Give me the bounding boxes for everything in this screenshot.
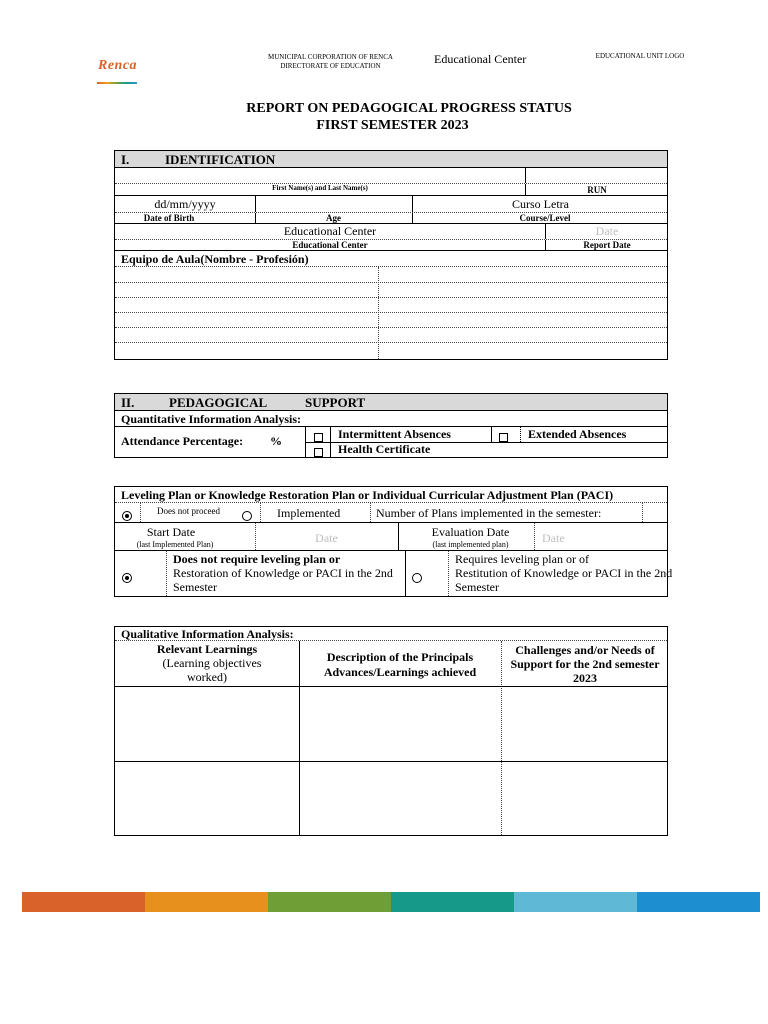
logo-text: Renca xyxy=(98,58,138,73)
team-member-row[interactable] xyxy=(115,283,667,298)
report-date-field[interactable]: Date xyxy=(595,224,619,238)
center-caption: Educational Center xyxy=(292,240,368,250)
leveling-status-row xyxy=(115,503,667,523)
health-certificate-checkbox[interactable] xyxy=(314,443,323,461)
leveling-requirement-row xyxy=(115,551,673,596)
name-caption: First Name(s) and Last Name(s) xyxy=(272,184,368,192)
run-caption: RUN xyxy=(587,185,607,195)
start-date-field[interactable]: Date xyxy=(315,531,338,545)
health-certificate-label: Health Certificate xyxy=(338,442,431,456)
evaluation-date-label: Evaluation Date xyxy=(431,525,510,539)
num-plans-label: Number of Plans implemented in the semester: xyxy=(376,506,602,520)
team-header-row xyxy=(115,251,667,267)
extended-absences-label: Extended Absences xyxy=(528,427,627,441)
quantitative-row xyxy=(115,411,667,427)
municipality-line1: MUNICIPAL CORPORATION OF RENCA xyxy=(268,53,393,61)
age-caption: Age xyxy=(326,213,341,223)
relevant-learnings-header: Relevant Learnings (Learning objectives worked) xyxy=(156,642,262,684)
health-row xyxy=(305,442,667,457)
num-plans-field[interactable] xyxy=(643,503,667,522)
identification-table xyxy=(114,150,668,360)
course-caption: Course/Level xyxy=(519,213,571,223)
attendance-label: Attendance Percentage: xyxy=(121,434,244,448)
leveling-header xyxy=(115,487,667,503)
qualitative-heading: Qualitative Information Analysis: xyxy=(121,627,294,641)
municipality-header xyxy=(258,53,403,71)
leveling-plan-table xyxy=(114,486,673,597)
team-member-row[interactable] xyxy=(115,267,667,283)
evaluation-date-field[interactable]: Date xyxy=(542,531,565,545)
does-not-proceed-label: Does not proceed xyxy=(157,506,220,516)
dob-caption-row xyxy=(115,213,667,224)
band-segment xyxy=(22,892,145,912)
challenges-header: Challenges and/or Needs of Support for the 2nd semester 2023 xyxy=(510,643,660,685)
section-heading-b: SUPPORT xyxy=(305,395,366,410)
absences-row xyxy=(305,427,667,443)
footer-color-band xyxy=(22,892,760,912)
center-date-row xyxy=(115,224,667,240)
team-grid xyxy=(115,267,667,359)
logo-underline xyxy=(97,82,137,84)
advances-header: Description of the Principals Advances/Learnings achieved xyxy=(323,650,477,679)
evaluation-date-sublabel: (last implemented plan) xyxy=(432,540,509,549)
band-segment xyxy=(391,892,514,912)
report-subtitle: FIRST SEMESTER 2023 xyxy=(316,118,469,133)
qualitative-header xyxy=(115,627,667,641)
report-date-caption: Report Date xyxy=(583,240,631,250)
age-field[interactable] xyxy=(255,196,412,212)
support-header xyxy=(115,394,667,411)
not-require-text: Does not require leveling plan or Restoration of Knowledge or PACI in the 2nd Semester xyxy=(173,552,393,594)
center-caption-row xyxy=(115,240,667,251)
band-segment xyxy=(268,892,391,912)
identification-header xyxy=(115,151,667,168)
start-date-sublabel: (last Implemented Plan) xyxy=(136,540,214,549)
educational-unit-logo-label: EDUCATIONAL UNIT LOGO xyxy=(595,52,685,60)
attendance-percent-field[interactable]: % xyxy=(270,434,282,448)
name-caption-row xyxy=(115,184,667,196)
section-heading-a: PEDAGOGICAL xyxy=(169,395,268,410)
start-date-label: Start Date xyxy=(146,525,196,539)
dob-age-course-row xyxy=(115,196,667,213)
name-field[interactable] xyxy=(115,168,667,184)
qualitative-entry-row[interactable] xyxy=(115,762,667,835)
team-member-row[interactable] xyxy=(115,313,667,328)
qualitative-entry-row[interactable] xyxy=(115,687,667,762)
leveling-dates-row xyxy=(115,523,667,551)
team-member-row[interactable] xyxy=(115,328,667,343)
band-segment xyxy=(637,892,760,912)
pedagogical-support-table xyxy=(114,393,668,458)
implemented-label: Implemented xyxy=(277,506,341,520)
team-heading: Equipo de Aula(Nombre - Profesión) xyxy=(121,252,309,266)
requires-radio[interactable] xyxy=(412,569,422,587)
qualitative-table xyxy=(114,626,668,836)
quantitative-label: Quantitative Information Analysis: xyxy=(121,412,302,426)
band-segment xyxy=(145,892,268,912)
dob-caption: Date of Birth xyxy=(143,213,195,223)
renca-logo xyxy=(98,58,137,74)
not-require-radio[interactable] xyxy=(122,569,132,587)
section-heading: IDENTIFICATION xyxy=(165,152,276,167)
qualitative-column-headers xyxy=(115,641,667,687)
municipality-line2: DIRECTORATE OF EDUCATION xyxy=(280,62,381,70)
leveling-heading: Leveling Plan or Knowledge Restoration Plan or Individual Curricular Adjustment Plan (PACI) xyxy=(121,488,614,502)
requires-text: Requires leveling plan or of Restitution of Knowledge or PACI in the 2nd Semester xyxy=(455,552,673,594)
intermittent-absences-label: Intermittent Absences xyxy=(338,427,451,441)
educational-center-field[interactable]: Educational Center xyxy=(283,224,377,238)
band-segment xyxy=(514,892,637,912)
section-number: II. xyxy=(121,395,135,410)
section-number: I. xyxy=(121,152,130,167)
header-center-label: Educational Center xyxy=(434,52,527,66)
team-member-row[interactable] xyxy=(115,298,667,313)
date-of-birth-field[interactable]: dd/mm/yyyy xyxy=(154,197,216,211)
course-level-field[interactable]: Curso Letra xyxy=(512,197,569,211)
report-title: REPORT ON PEDAGOGICAL PROGRESS STATUS xyxy=(246,101,572,116)
